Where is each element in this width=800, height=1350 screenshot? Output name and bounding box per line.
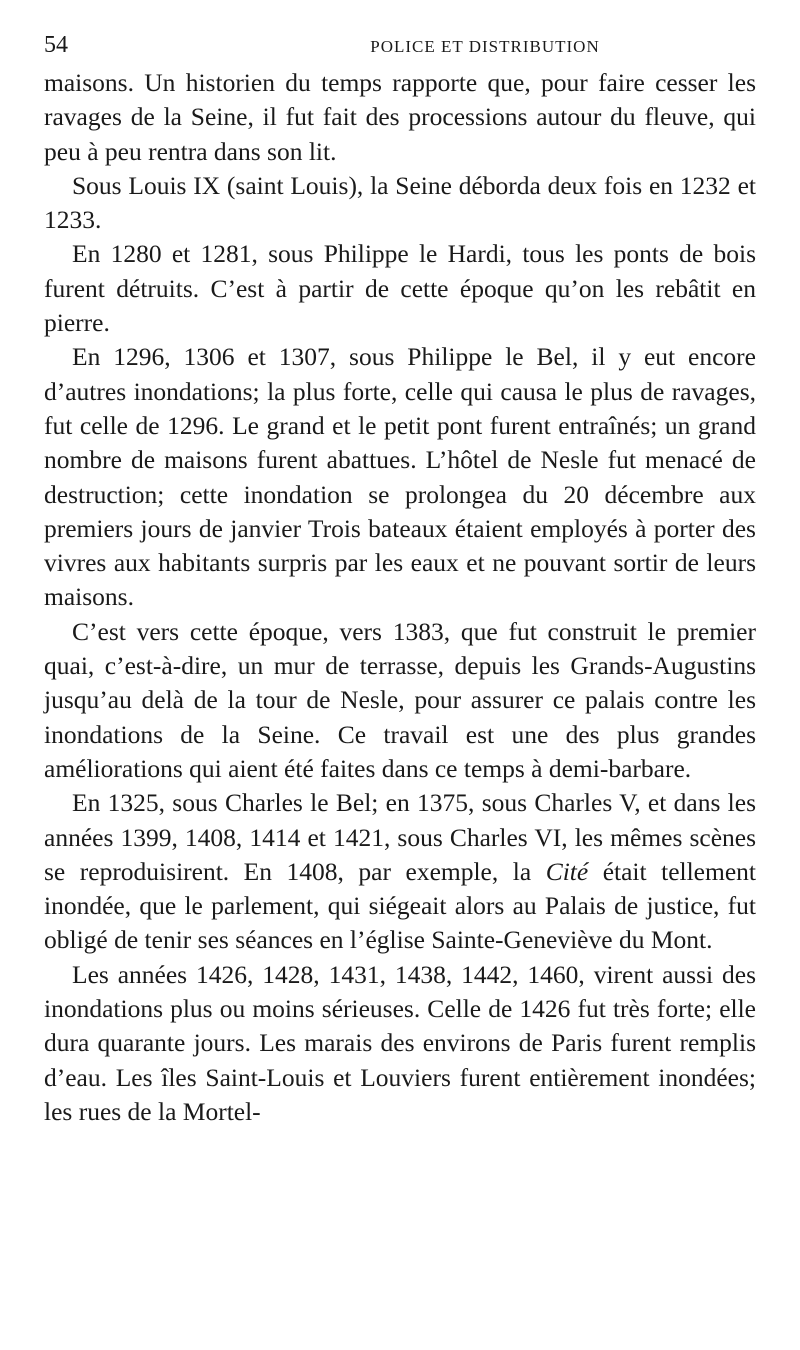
paragraph-flood-processions: maisons. Un historien du temps rapporte que, pour faire cesser les ravages de la Seine, il fut fait des processions autour du fleuve, qui peu à peu rentra dans son lit. xyxy=(44,68,756,166)
paragraph-charles-floods-start: En 1325, sous Charles le Bel; en 1375, sous Charles V, et dans les années 1399, 1408, 1414 et 1421, sous Charles VI, les mêmes scènes se reproduisirent. En 1408, par exemple, la xyxy=(44,788,756,886)
paragraph-fifteenth-century-floods: Les années 1426, 1428, 1431, 1438, 1442, 1460, virent aussi des inondations plus ou moins sérieuses. Celle de 1426 fut très forte; elle dura quarante jours. Les marais des environs de Paris furent remplis d’eau. Les îles Saint-Louis et Louviers furent entièrement inondées; les rues de la Mortel- xyxy=(44,959,756,1126)
cite-italic: Cité xyxy=(545,856,589,886)
running-title: POLICE ET DISTRIBUTION xyxy=(370,37,600,56)
paragraph-charles-floods xyxy=(44,786,756,957)
running-head xyxy=(44,30,756,66)
paragraph-charles-floods-end: était tellement inondée, que le parlement, qui siégeait alors au Palais de justice, fut obligé de tenir ses séances en l’église Sainte-Geneviève du Mont. xyxy=(44,856,756,955)
paragraph-philippe-le-hardi: En 1280 et 1281, sous Philippe le Hardi, tous les ponts de bois furent détruits. C’est à partir de cette époque qu’on les rebâtit en pierre. xyxy=(44,239,756,338)
paragraph-philippe-le-bel: En 1296, 1306 et 1307, sous Philippe le Bel, il y eut encore d’autres inondations; la plus forte, celle qui causa le plus de ravages, fut celle de 1296. Le grand et le petit pont furent entraînés; un grand nombre de maisons furent abattues. L’hôtel de Nesle fut menacé de destruction; cette inondation se prolongea du 20 décembre aux premiers jours de janvier Trois bateaux étaient employés à porter des vivres aux habitants surpris par les eaux et ne pouvant sortir de leurs maisons. xyxy=(44,342,756,612)
body-text xyxy=(44,66,756,1129)
paragraph-louis-ix: Sous Louis IX (saint Louis), la Seine déborda deux fois en 1232 et 1233. xyxy=(44,170,756,235)
page-number: 54 xyxy=(44,32,68,58)
paragraph-first-quay: C’est vers cette époque, vers 1383, que fut construit le premier quai, c’est-à-dire, un mur de terrasse, depuis les Grands-Augustins jusqu’au delà de la tour de Nesle, pour assurer ce palais contre les inondations de la Seine. Ce travail est une des plus grandes améliorations qui aient été faites dans ce temps à demi-barbare. xyxy=(44,616,756,783)
